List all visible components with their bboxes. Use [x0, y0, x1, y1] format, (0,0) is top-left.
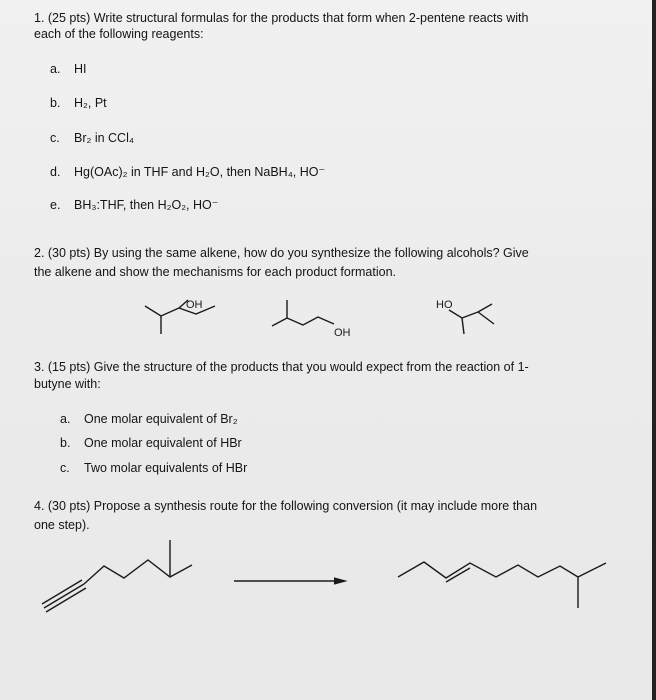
q1-prompt-line1: 1. (25 pts) Write structural formulas for the products that form when 2-pentene reacts with — [34, 11, 529, 25]
image-border — [652, 0, 656, 700]
oh-label-1: OH — [186, 299, 203, 311]
q1-prompt-line2: each of the following reagents: — [34, 27, 204, 41]
item-text: BH₃:THF, then H₂O₂, HO⁻ — [74, 198, 219, 212]
q4-prompt-line1: 4. (30 pts) Propose a synthesis route for the following conversion (it may include more than — [34, 499, 538, 513]
oh-label-2: OH — [334, 327, 351, 339]
item-label: e. — [50, 198, 61, 212]
item-text: H₂, Pt — [74, 96, 107, 110]
q4-prompt-line2: one step). — [34, 518, 90, 532]
product-alkene-structure — [398, 562, 606, 608]
item-label: b. — [60, 436, 71, 450]
item-text: Two molar equivalents of HBr — [84, 461, 248, 475]
reaction-arrow — [234, 578, 345, 584]
item-label: a. — [60, 412, 71, 426]
item-label: b. — [50, 96, 61, 110]
item-text: One molar equivalent of Br₂ — [84, 412, 238, 426]
starting-alkyne-structure — [42, 540, 192, 612]
item-label: c. — [60, 461, 70, 475]
q2-prompt-line2: the alkene and show the mechanisms for each product formation. — [34, 265, 397, 279]
item-text: Br₂ in CCl₄ — [74, 131, 134, 145]
item-text: Hg(OAc)₂ in THF and H₂O, then NaBH₄, HO⁻ — [74, 165, 326, 179]
ho-label-3: HO — [436, 299, 453, 311]
q2-prompt-line1: 2. (30 pts) By using the same alkene, how do you synthesize the following alcohols? Give — [34, 246, 529, 260]
q3-prompt-line2: butyne with: — [34, 377, 101, 391]
item-label: a. — [50, 62, 61, 76]
item-text: One molar equivalent of HBr — [84, 436, 242, 450]
q3-prompt-line1: 3. (15 pts) Give the structure of the products that you would expect from the reaction of 1- — [34, 360, 529, 374]
item-label: c. — [50, 131, 60, 145]
item-text: HI — [74, 62, 87, 76]
item-label: d. — [50, 165, 61, 179]
